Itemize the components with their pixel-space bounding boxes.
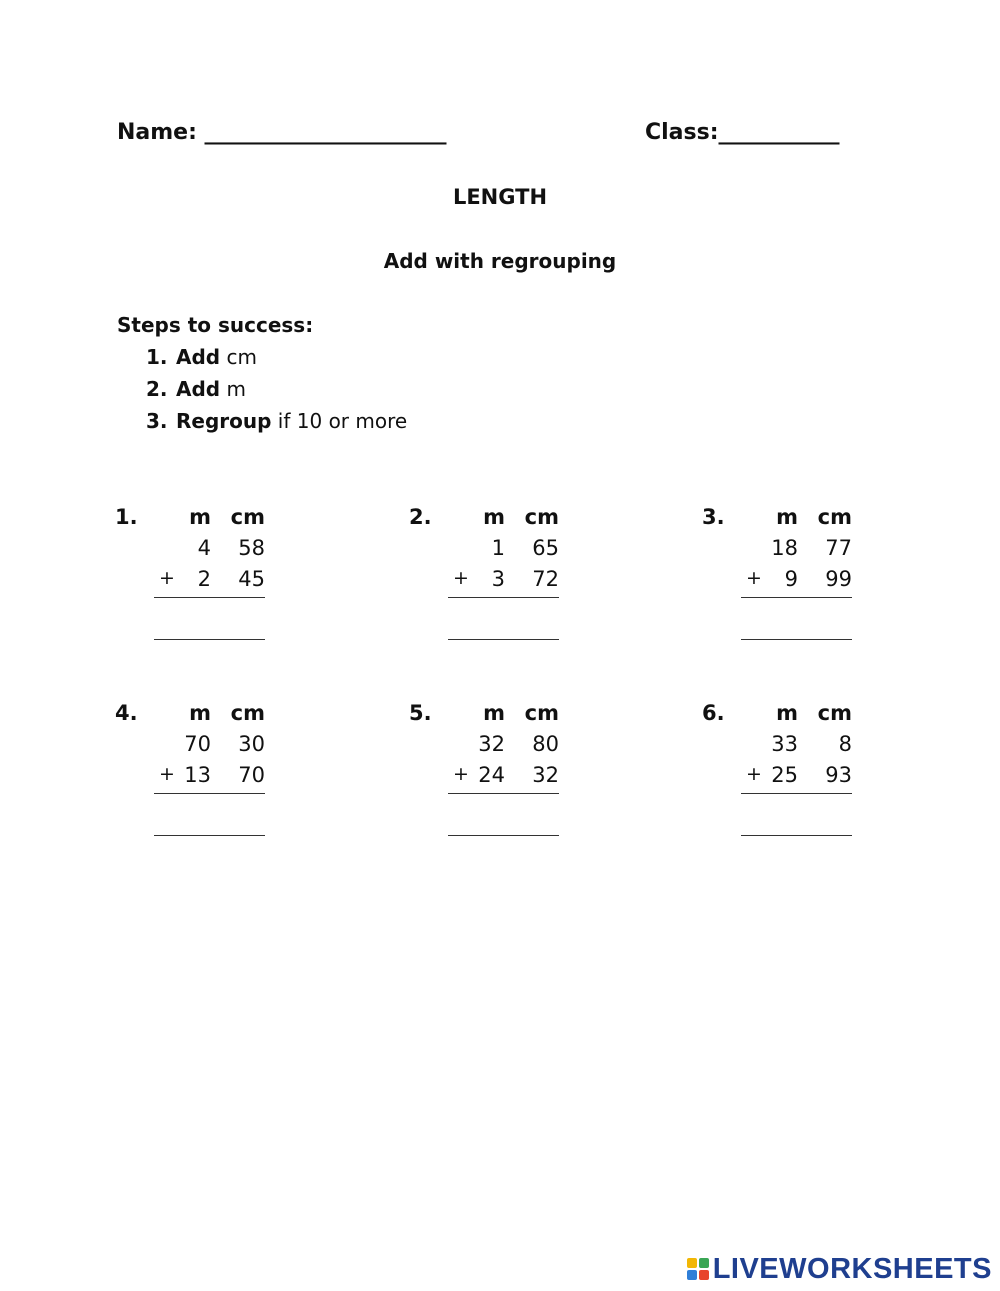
m-column-header: m bbox=[483, 505, 505, 529]
step-detail: if 10 or more bbox=[271, 409, 408, 433]
addend-2-cm: 72 bbox=[532, 567, 559, 591]
addend-1-m: 1 bbox=[491, 536, 505, 560]
liveworksheets-logo[interactable] bbox=[687, 1251, 992, 1287]
worksheet-title: LENGTH bbox=[452, 185, 548, 209]
problem-1 bbox=[115, 505, 265, 645]
m-column-header: m bbox=[483, 701, 505, 725]
m-column-header: m bbox=[776, 701, 798, 725]
sum-rule bbox=[448, 793, 559, 794]
plus-sign: + bbox=[159, 763, 175, 785]
problem-5 bbox=[409, 701, 559, 841]
answer-blank[interactable] bbox=[448, 639, 559, 640]
steps-heading: Steps to success: bbox=[117, 313, 314, 337]
problem-6 bbox=[702, 701, 852, 841]
step-item bbox=[146, 375, 407, 407]
plus-sign: + bbox=[453, 763, 469, 785]
addend-2-m: 13 bbox=[184, 763, 211, 787]
brand-name: LIVEWORKSHEETS bbox=[712, 1252, 992, 1285]
answer-blank[interactable] bbox=[154, 639, 265, 640]
step-action: Regroup bbox=[176, 409, 272, 433]
problem-number: 2. bbox=[409, 505, 432, 529]
plus-sign: + bbox=[159, 567, 175, 589]
addend-1-cm: 65 bbox=[532, 536, 559, 560]
problem-number: 4. bbox=[115, 701, 138, 725]
blocks-icon bbox=[687, 1258, 709, 1280]
step-detail: m bbox=[220, 377, 246, 401]
answer-blank[interactable] bbox=[154, 835, 265, 836]
addend-1-m: 33 bbox=[771, 732, 798, 756]
addend-1-cm: 30 bbox=[238, 732, 265, 756]
cm-column-header: cm bbox=[230, 505, 265, 529]
class-field-label: Class:___________ bbox=[645, 120, 840, 145]
addend-2-cm: 32 bbox=[532, 763, 559, 787]
sum-rule bbox=[741, 793, 852, 794]
problem-number: 3. bbox=[702, 505, 725, 529]
step-number: 2. bbox=[146, 377, 168, 401]
problem-4 bbox=[115, 701, 265, 841]
problem-3 bbox=[702, 505, 852, 645]
answer-blank[interactable] bbox=[741, 639, 852, 640]
addend-2-m: 24 bbox=[478, 763, 505, 787]
cm-column-header: cm bbox=[524, 701, 559, 725]
cm-column-header: cm bbox=[524, 505, 559, 529]
answer-blank[interactable] bbox=[741, 835, 852, 836]
step-action: Add bbox=[176, 377, 221, 401]
worksheet-subtitle: Add with regrouping bbox=[383, 249, 617, 273]
addend-2-cm: 93 bbox=[825, 763, 852, 787]
plus-sign: + bbox=[746, 567, 762, 589]
addend-1-m: 18 bbox=[771, 536, 798, 560]
problem-number: 1. bbox=[115, 505, 138, 529]
steps-list bbox=[146, 343, 407, 439]
addend-1-cm: 77 bbox=[825, 536, 852, 560]
sum-rule bbox=[741, 597, 852, 598]
addend-2-m: 9 bbox=[784, 567, 798, 591]
step-number: 3. bbox=[146, 409, 168, 433]
sum-rule bbox=[448, 597, 559, 598]
addend-1-m: 4 bbox=[197, 536, 211, 560]
addend-2-cm: 45 bbox=[238, 567, 265, 591]
step-item bbox=[146, 343, 407, 375]
addend-2-m: 3 bbox=[491, 567, 505, 591]
plus-sign: + bbox=[746, 763, 762, 785]
m-column-header: m bbox=[189, 505, 211, 529]
step-number: 1. bbox=[146, 345, 168, 369]
addend-1-m: 70 bbox=[184, 732, 211, 756]
addend-1-cm: 8 bbox=[838, 732, 852, 756]
addend-1-cm: 58 bbox=[238, 536, 265, 560]
answer-blank[interactable] bbox=[448, 835, 559, 836]
name-field-label: Name: ______________________ bbox=[117, 120, 447, 145]
cm-column-header: cm bbox=[230, 701, 265, 725]
step-action: Add bbox=[176, 345, 221, 369]
problem-number: 5. bbox=[409, 701, 432, 725]
m-column-header: m bbox=[776, 505, 798, 529]
cm-column-header: cm bbox=[817, 701, 852, 725]
step-item bbox=[146, 407, 407, 439]
addend-1-m: 32 bbox=[478, 732, 505, 756]
plus-sign: + bbox=[453, 567, 469, 589]
step-detail: cm bbox=[220, 345, 257, 369]
addend-2-m: 25 bbox=[771, 763, 798, 787]
addend-2-cm: 70 bbox=[238, 763, 265, 787]
problem-number: 6. bbox=[702, 701, 725, 725]
addend-2-m: 2 bbox=[197, 567, 211, 591]
sum-rule bbox=[154, 597, 265, 598]
addend-2-cm: 99 bbox=[825, 567, 852, 591]
cm-column-header: cm bbox=[817, 505, 852, 529]
problem-2 bbox=[409, 505, 559, 645]
m-column-header: m bbox=[189, 701, 211, 725]
addend-1-cm: 80 bbox=[532, 732, 559, 756]
sum-rule bbox=[154, 793, 265, 794]
